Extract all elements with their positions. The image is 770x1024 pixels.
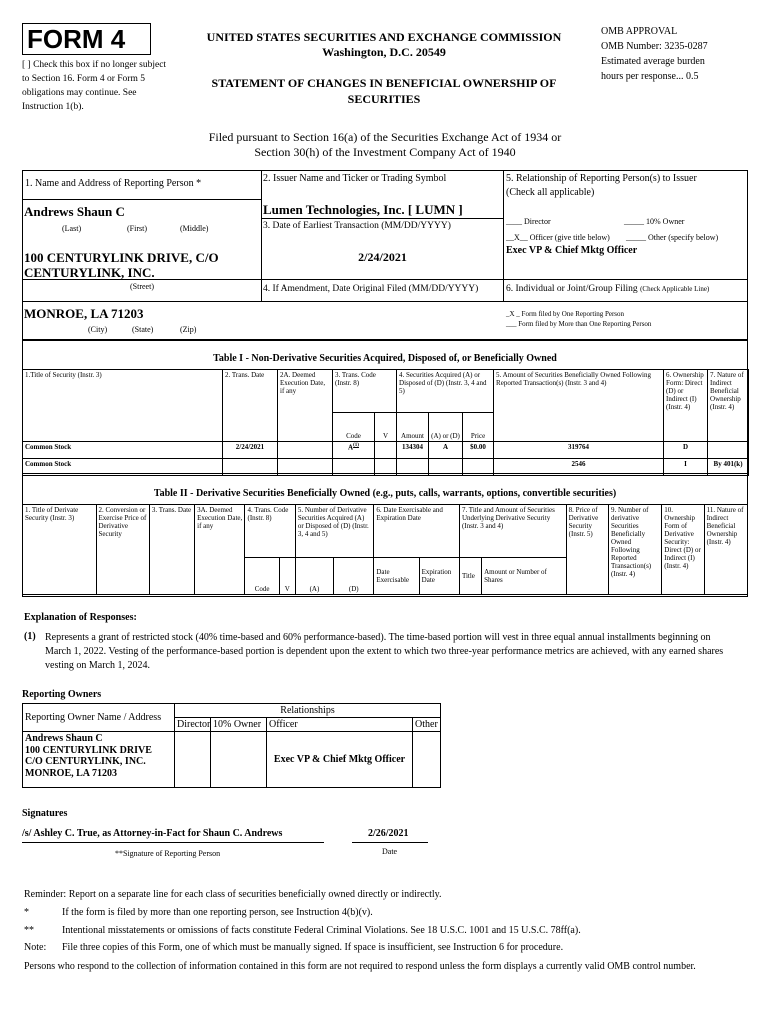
t1-r0-nature [708, 442, 749, 459]
label-zip: (Zip) [180, 325, 197, 334]
street-line2: CENTURYLINK, INC. [24, 265, 155, 280]
form-title-box [22, 23, 151, 55]
omb-approval [601, 24, 761, 84]
officer-line: __X__ Officer (give title below) [506, 233, 610, 242]
reporting-name: Andrews Shaun C [24, 204, 125, 219]
t2-h5: 5. Number of Derivative Securities Acquired (A) or Disposed of (D) (Instr. 3, 4 and 5) [295, 505, 374, 558]
filed-pursuant-1: Filed pursuant to Section 16(a) of the Securities Exchange Act of 1934 or [208, 130, 562, 144]
t2-h3: 3. Trans. Date [149, 505, 194, 595]
t1-r0-amount: 134304 [397, 442, 429, 459]
owners-col-other: Other [413, 718, 441, 732]
omb-hours: hours per response... 0.5 [601, 71, 699, 82]
label-individual-sub: (Check Applicable Line) [640, 285, 710, 293]
t2-h7: 7. Title and Amount of Securities Underlying Derivative Security (Instr. 3 and 4) [459, 505, 566, 558]
owners-table [22, 703, 441, 788]
owner-ten [211, 732, 267, 788]
t2-h6: 6. Date Exercisable and Expiration Date [374, 505, 460, 558]
signer-name: /s/ Ashley C. True, as Attorney-in-Fact for Shaun C. Andrews [22, 828, 283, 839]
owner-line2: 100 CENTURYLINK DRIVE [25, 744, 152, 756]
t1-r0-code: A [348, 443, 354, 452]
date-label: Date [382, 847, 398, 856]
owner-other [413, 732, 441, 788]
omb-burden: Estimated average burden [601, 56, 705, 67]
table-row [23, 732, 441, 788]
signature-line [22, 842, 324, 843]
omb-approval-title: OMB APPROVAL [601, 26, 678, 37]
owners-heading: Reporting Owners [22, 689, 102, 700]
t2-h4: 4. Trans. Code (Instr. 8) [245, 505, 295, 558]
owner-line3: C/O CENTURYLINK, INC. [25, 756, 146, 767]
t2-sub-a: (A) [295, 558, 333, 595]
t2-sub-v: V [279, 558, 295, 595]
t1-r0-date: 2/24/2021 [223, 442, 278, 459]
label-city: (City) [88, 325, 108, 334]
agency-line1: UNITED STATES SECURITIES AND EXCHANGE COMMISSION [206, 30, 562, 44]
other-line: _____ Other (specify below) [626, 233, 719, 242]
t1-r0-title: Common Stock [23, 442, 223, 459]
label-street: (Street) [130, 282, 154, 291]
owners-col-name: Reporting Owner Name / Address [23, 704, 175, 732]
t2-sub-exercisable: Date Exercisable [374, 558, 419, 595]
grid-vline-2 [503, 170, 504, 302]
more-person-line: ___ Form filed by More than One Reporting Person [506, 320, 652, 328]
statement-title: STATEMENT OF CHANGES IN BENEFICIAL OWNERSHIP OF SECURITIES [211, 76, 557, 106]
check-box-text: [ ] Check this box if no longer subject to Section 16. Form 4 or Form 5 obligations may continue. See Instruction 1(b). [22, 60, 167, 112]
city-state-zip: MONROE, LA 71203 [24, 306, 144, 321]
owners-col-ten: 10% Owner [211, 718, 267, 732]
label-individual-main: 6. Individual or Joint/Group Filing [506, 284, 638, 294]
signatures-heading: Signatures [22, 808, 68, 819]
owners-col-director: Director [175, 718, 211, 732]
t1-r0-v [375, 442, 397, 459]
t2-sub-amount: Amount or Number of Shares [482, 558, 567, 595]
t1-h6: 6. Ownership Form: Direct (D) or Indirect (I) (Instr. 4) [664, 370, 708, 442]
table1-title: Table I - Non-Derivative Securities Acquired, Disposed of, or Beneficially Owned [213, 353, 557, 364]
t1-h5: 5. Amount of Securities Beneficially Owned Following Reported Transaction(s) (Instr. 3 and 4) [494, 370, 664, 442]
relationship-sub: (Check all applicable) [506, 187, 595, 198]
t2-h8: 8. Price of Derivative Security (Instr. 5) [566, 505, 608, 595]
footer-star-text: If the form is filed by more than one reporting person, see Instruction 4(b)(v). [62, 907, 373, 918]
signature-label: **Signature of Reporting Person [115, 849, 221, 858]
t2-h11: 11. Nature of Indirect Beneficial Ownership (Instr. 4) [704, 505, 747, 595]
owner-line4: MONROE, LA 71203 [25, 767, 117, 779]
label-name-address: 1. Name and Address of Reporting Person * [25, 178, 202, 189]
t1-r1-aord [429, 459, 463, 476]
t1-r0-form: D [664, 442, 708, 459]
filed-pursuant-2: Section 30(h) of the Investment Company Act of 1940 [254, 145, 516, 159]
t1-h3: 3. Trans. Code (Instr. 8) [333, 370, 397, 413]
t1-r0-owned: 319764 [494, 442, 664, 459]
grid-vline-1 [261, 170, 262, 302]
label-earliest: 3. Date of Earliest Transaction (MM/DD/YYYY) [263, 221, 451, 231]
t1-sub-v: V [375, 413, 397, 442]
one-person-line: _X _ Form filed by One Reporting Person [506, 310, 625, 318]
t1-r0-aord: A [429, 442, 463, 459]
t1-r0-code-cell [333, 442, 375, 459]
t1-r1-owned: 2546 [494, 459, 664, 476]
grid-hline-1 [22, 199, 262, 200]
t1-r1-nature: By 401(k) [708, 459, 749, 476]
owner-line1: Andrews Shaun C [25, 733, 103, 744]
t2-sub-title: Title [459, 558, 481, 595]
earliest-date: 2/24/2021 [358, 250, 407, 264]
label-last: (Last) [62, 224, 82, 233]
t2-h10: 10. Ownership Form of Derivative Security: Direct (D) or Indirect (I) (Instr. 4) [662, 505, 704, 595]
t2-sub-d: (D) [334, 558, 374, 595]
label-relationship: 5. Relationship of Reporting Person(s) to Issuer [506, 173, 697, 184]
footer-dstar-text: Intentional misstatements or omissions of facts constitute Federal Criminal Violations. See 18 U.S.C. 1001 and 15 U.S.C. 78ff(a). [62, 925, 581, 936]
owner-director [175, 732, 211, 788]
t1-sub-aord: (A) or (D) [429, 413, 463, 442]
omb-number: OMB Number: 3235-0287 [601, 41, 708, 52]
t2-h1: 1. Title of Derivate Security (Instr. 3) [23, 505, 97, 595]
label-state: (State) [132, 325, 154, 334]
t1-h1: 1.Title of Security (Instr. 3) [23, 370, 223, 442]
date-line [352, 842, 428, 843]
t2-h3a: 3A. Deemed Execution Date, if any [195, 505, 245, 595]
t1-h2a: 2A. Deemed Execution Date, if any [278, 370, 333, 442]
footer-star-mark: * [24, 907, 29, 918]
table-row [23, 459, 749, 476]
t1-r1-title: Common Stock [23, 459, 223, 476]
grid-hline-2 [261, 218, 504, 219]
t1-h7: 7. Nature of Indirect Beneficial Ownership (Instr. 4) [708, 370, 749, 442]
explanation-note-text: Represents a grant of restricted stock (40% time-based and 60% performance-based). The time-based portion will vest in three equal annual installments beginning on March 1, 2022. Vesting of the performance-based portion is dependent upon the extent to which two three-year performance metrics are achieved, with any earned shares vesting on March 1, 2024. [45, 632, 724, 671]
ten-pct-line: _____ 10% Owner [624, 217, 685, 226]
t2-sub-code: Code [245, 558, 279, 595]
table1 [22, 369, 749, 476]
t1-r0-price: $0.00 [463, 442, 494, 459]
table2-title: Table II - Derivative Securities Beneficially Owned (e.g., puts, calls, warrants, options, convertible securities) [153, 488, 617, 499]
footer-note-text: File three copies of this Form, one of which must be manually signed. If space is insufficient, see Instruction 6 for procedure. [62, 942, 564, 953]
t1-r1-v [375, 459, 397, 476]
t1-r1-form: I [664, 459, 708, 476]
owner-officer: Exec VP & Chief Mktg Officer [267, 732, 413, 788]
t1-sub-code: Code [333, 413, 375, 442]
agency-line2: Washington, D.C. 20549 [322, 45, 446, 59]
t1-sub-price: Price [463, 413, 494, 442]
owners-col-officer: Officer [267, 718, 413, 732]
t1-h4: 4. Securities Acquired (A) or Disposed of (D) (Instr. 3, 4 and 5) [397, 370, 494, 413]
t1-r0-code-note[interactable]: (1) [353, 443, 359, 448]
table2 [22, 504, 748, 595]
owner-address-cell [23, 732, 175, 788]
director-line: ____ Director [506, 217, 551, 226]
footer-persons-text: Persons who respond to the collection of information contained in this form are not required to respond unless the form displays a currently valid OMB control number. [24, 961, 696, 972]
signature-date: 2/26/2021 [368, 828, 409, 839]
t1-r1-deemed [278, 459, 333, 476]
table-row [23, 442, 749, 459]
t2-sub-expiration: Expiration Date [419, 558, 459, 595]
footer-reminder: Reminder: Report on a separate line for each class of securities beneficially owned directly or indirectly. [24, 889, 442, 900]
owners-col-relationships: Relationships [175, 704, 441, 718]
label-first: (First) [127, 224, 147, 233]
label-issuer: 2. Issuer Name and Ticker or Trading Symbol [263, 173, 447, 184]
grid-hline-4 [22, 301, 748, 302]
street-line1: 100 CENTURYLINK DRIVE, C/O [24, 250, 219, 265]
form-title: FORM 4 [27, 24, 126, 54]
t1-sub-amount: Amount [397, 413, 429, 442]
t2-h9: 9. Number of derivative Securities Beneficially Owned Following Reported Transaction(s) (Instr. 4) [608, 505, 661, 595]
t1-r1-code [333, 459, 375, 476]
explanation-heading: Explanation of Responses: [24, 612, 137, 623]
label-middle: (Middle) [180, 224, 209, 233]
t1-r1-price [463, 459, 494, 476]
officer-title: Exec VP & Chief Mktg Officer [506, 245, 638, 256]
t2-h2: 2. Conversion or Exercise Price of Derivative Security [96, 505, 149, 595]
t1-r1-amount [397, 459, 429, 476]
t1-r1-date [223, 459, 278, 476]
label-amendment: 4. If Amendment, Date Original Filed (MM/DD/YYYY) [263, 284, 479, 294]
t1-h2: 2. Trans. Date [223, 370, 278, 442]
explanation-note-num: (1) [24, 631, 36, 642]
label-individual [506, 284, 709, 294]
footer-note-mark: Note: [24, 942, 47, 953]
footer-dstar-mark: ** [24, 925, 34, 936]
t1-r0-deemed [278, 442, 333, 459]
issuer-name: Lumen Technologies, Inc. [ LUMN ] [263, 202, 463, 217]
